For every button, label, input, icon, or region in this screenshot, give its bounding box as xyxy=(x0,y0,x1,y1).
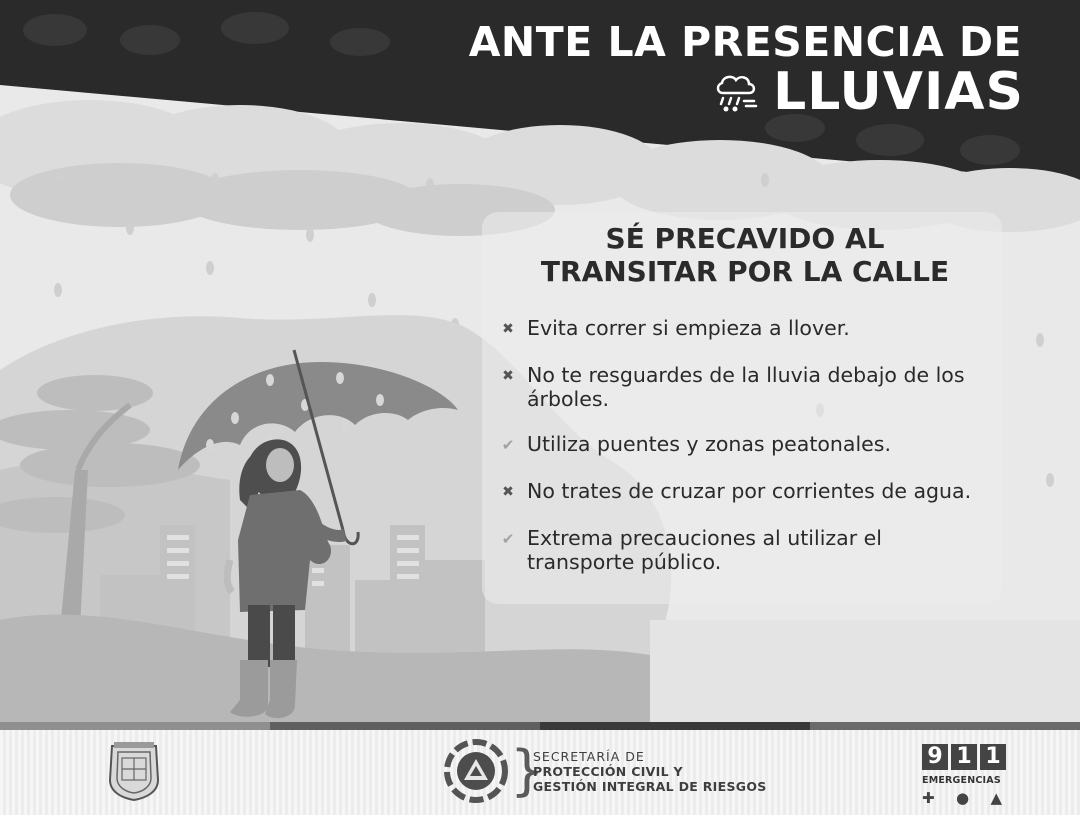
cross-icon: ✖ xyxy=(502,321,514,337)
tip-item-3 xyxy=(498,432,1058,458)
section-subtitle xyxy=(510,222,980,288)
header-title-line2 xyxy=(713,62,1024,122)
tip-text-4: No trates de cruzar por corrientes de agua. xyxy=(527,479,972,503)
tip-item-5 xyxy=(498,526,1058,574)
cross-icon: ✚ xyxy=(922,789,935,807)
fire-icon: ▲ xyxy=(990,789,1002,807)
emergency-digit-1a: 1 xyxy=(951,744,977,770)
cross-icon: ✖ xyxy=(502,484,514,500)
footer-stripe xyxy=(0,722,1080,730)
header-title-lluvias: LLUVIAS xyxy=(773,62,1024,122)
rain-cloud-icon xyxy=(713,71,759,113)
police-cap-icon: ● xyxy=(955,789,970,807)
municipal-seal-icon xyxy=(104,740,164,802)
tip-text-5: Extrema precauciones al utilizar el transporte público. xyxy=(527,526,882,574)
check-icon: ✔ xyxy=(501,530,515,548)
tip-item-1 xyxy=(498,316,1058,342)
tip-text-3: Utiliza puentes y zonas peatonales. xyxy=(527,432,891,456)
tip-text-2: No te resguardes de la lluvia debajo de los árboles. xyxy=(527,363,965,411)
emergency-label: EMERGENCIAS xyxy=(922,775,1001,786)
emergency-911-logo xyxy=(922,744,1012,807)
subtitle-line2: TRANSITAR POR LA CALLE xyxy=(540,255,950,288)
secretaria-name xyxy=(533,749,767,794)
tips-list xyxy=(498,316,1058,595)
subtitle-line1: SÉ PRECAVIDO AL xyxy=(605,222,885,255)
tip-item-2 xyxy=(498,363,1058,411)
proteccion-civil-logo-icon xyxy=(444,738,508,804)
footer-brace-icon: } xyxy=(510,739,545,802)
emergency-digit-9: 9 xyxy=(922,744,948,770)
emergency-digit-1b: 1 xyxy=(980,744,1006,770)
cross-icon: ✖ xyxy=(502,368,514,384)
header-title-line1: ANTE LA PRESENCIA DE xyxy=(468,18,1022,66)
tip-item-4 xyxy=(498,479,1058,505)
check-icon: ✔ xyxy=(501,436,515,454)
secretaria-line2: PROTECCIÓN CIVIL Y xyxy=(533,764,683,779)
secretaria-line3: GESTIÓN INTEGRAL DE RIESGOS xyxy=(533,779,767,794)
secretaria-line1: SECRETARÍA DE xyxy=(533,749,645,764)
tip-text-1: Evita correr si empieza a llover. xyxy=(527,316,850,340)
